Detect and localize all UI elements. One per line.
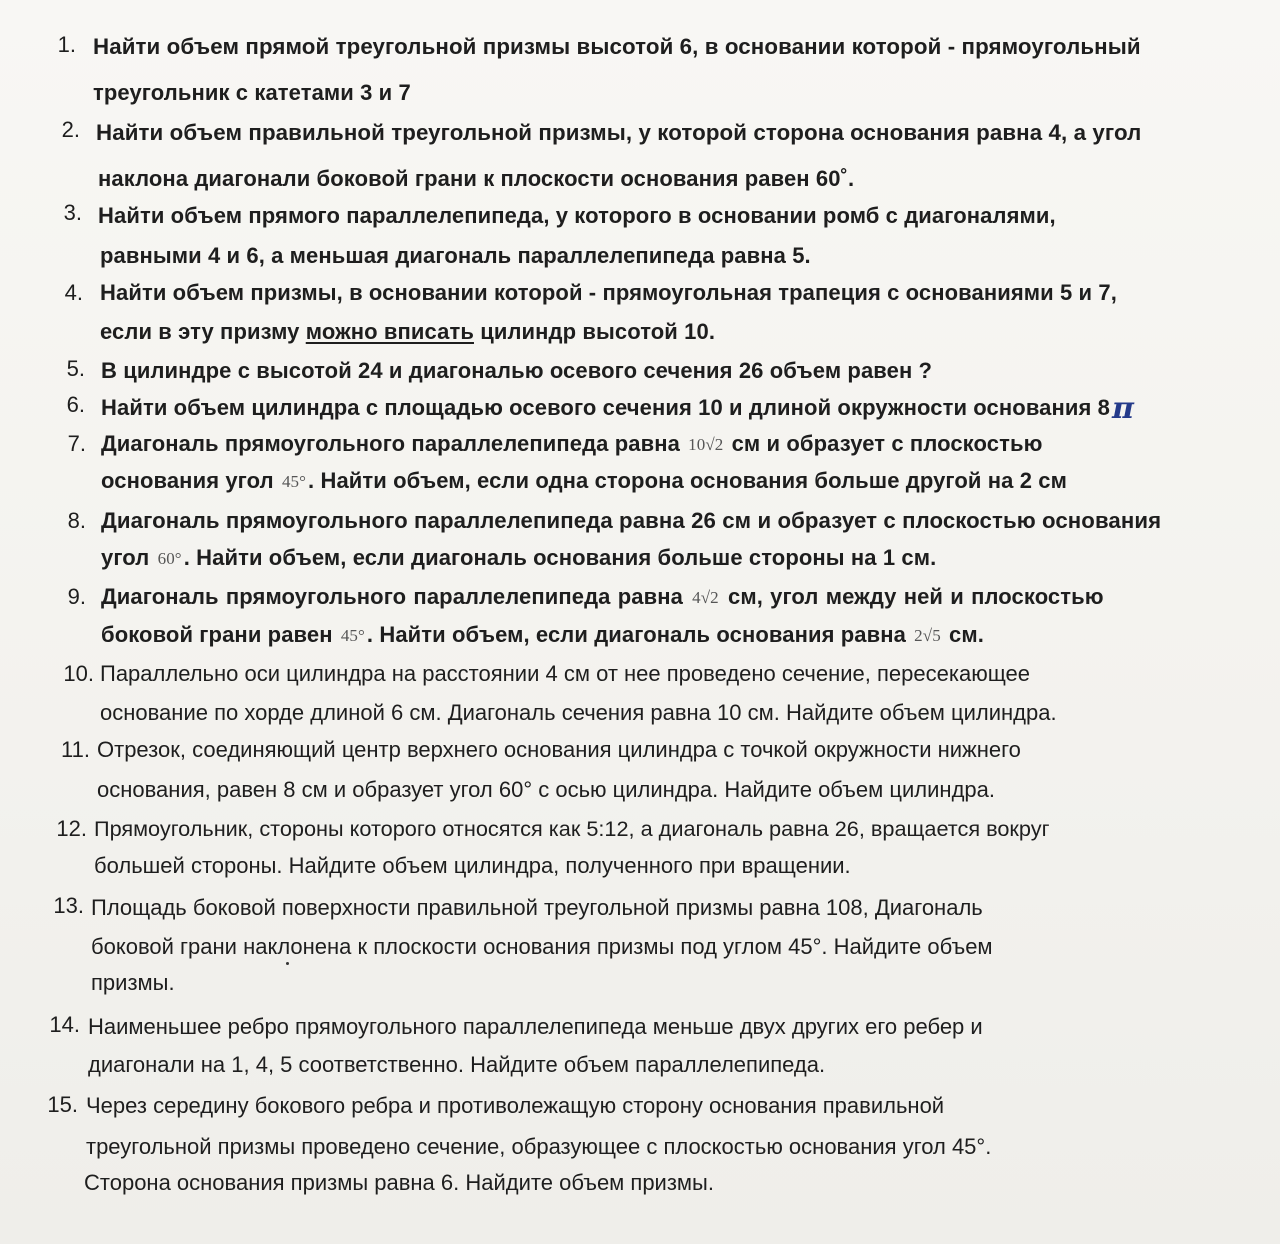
handwritten-pi: π [1111, 391, 1135, 426]
problem-text-line: треугольной призмы проведено сечение, образующее с плоскостью основания угол 45°. [86, 1134, 992, 1159]
problem-number: 10. [63, 661, 94, 686]
problem-number: 6. [66, 392, 85, 417]
problem-text-line [101, 539, 936, 578]
text-part: см и образует с плоскостью [725, 431, 1043, 456]
problem-number: 8. [67, 508, 86, 533]
problem-number: 14. [49, 1012, 80, 1037]
problem-text-line: боковой грани наклонена к плоскости основания призмы под углом 45°. Найдите объем [91, 934, 993, 959]
math-expression: 45° [340, 626, 365, 645]
text-part: основания угол [101, 468, 280, 493]
problem-text-line: Найти объем призмы, в основании которой - прямоугольная трапеция с основаниями 5 и 7, [100, 280, 1117, 305]
problem-text-line: равными 4 и 6, а меньшая диагональ параллелепипеда равна 5. [100, 243, 811, 268]
text-part: см, угол между ней и плоскостью [720, 584, 1104, 609]
problem-number: 15. [47, 1092, 78, 1117]
problem-number: 4. [64, 280, 83, 305]
text-part: Диагональ прямоугольного параллелепипеда равна [101, 431, 687, 456]
problem-number: 5. [66, 356, 85, 381]
text-part: . Найти объем, если диагональ основания равна [366, 622, 913, 647]
problem-text-line: треугольник с катетами 3 и 7 [93, 80, 411, 105]
problem-number: 7. [67, 431, 86, 456]
problem-text-line: Сторона основания призмы равна 6. Найдите объем призмы. [84, 1170, 714, 1195]
text-part: см. [942, 622, 984, 647]
stray-dot [286, 962, 289, 965]
problem-text-line: основания, равен 8 см и образует угол 60° с осью цилиндра. Найдите объем цилиндра. [97, 777, 995, 802]
problem-text-line: Диагональ прямоугольного параллелепипеда равна 26 см и образует с плоскостью основания [101, 508, 1162, 533]
problem-text-line: большей стороны. Найдите объем цилиндра, полученного при вращении. [94, 853, 851, 878]
problem-text-line: Найти объем прямой треугольной призмы высотой 6, в основании которой - прямоугольный [93, 34, 1141, 59]
text-part: если в эту призму [100, 319, 306, 344]
math-expression: 2√5 [914, 626, 941, 645]
problem-text-line [101, 578, 1104, 617]
problem-text-line [101, 616, 984, 655]
problem-text-line: диагонали на 1, 4, 5 соответственно. Найдите объем параллелепипеда. [88, 1052, 826, 1077]
problem-text-line: Параллельно оси цилиндра на расстоянии 4 см от нее проведено сечение, пересекающее [100, 661, 1031, 686]
math-expression: 60° [157, 549, 182, 568]
problem-text-line [100, 313, 715, 351]
problem-text-line: Через середину бокового ребра и противолежащую сторону основания правильной [86, 1093, 945, 1118]
problem-text-line: наклона диагонали боковой грани к плоскости основания равен 60˚. [98, 166, 855, 191]
problem-text-line: основание по хорде длиной 6 см. Диагональ сечения равна 10 см. Найдите объем цилиндра. [100, 700, 1057, 725]
problem-text-line: Отрезок, соединяющий центр верхнего основания цилиндра с точкой окружности нижнего [97, 737, 1021, 762]
math-expression: 45° [281, 472, 307, 491]
problem-text-line: призмы. [91, 970, 175, 995]
problem-number: 9. [67, 584, 86, 609]
text-part: Диагональ прямоугольного параллелепипеда равна [101, 584, 691, 609]
text-part: . Найти объем, если одна сторона основания больше другой на 2 см [308, 468, 1067, 493]
problem-text-line: В цилиндре с высотой 24 и диагональю осевого сечения 26 объем равен ? [101, 358, 933, 383]
text-part: угол [101, 545, 156, 570]
text-part: цилиндр высотой 10. [473, 319, 716, 344]
problem-number: 2. [61, 117, 80, 142]
text-part: . Найти объем, если диагональ основания больше стороны на 1 см. [183, 545, 937, 570]
underlined-text: можно вписать [305, 319, 474, 344]
problem-text-line: Прямоугольник, стороны которого относятся как 5:12, а диагональ равна 26, вращается вокруг [94, 816, 1050, 841]
problem-text-line: Найти объем правильной треугольной призмы, у которой сторона основания равна 4, а угол [96, 120, 1142, 145]
problem-text-line [101, 462, 1067, 501]
problem-text-line [101, 389, 1134, 428]
problem-number: 13. [53, 893, 84, 918]
problem-number: 11. [61, 737, 90, 762]
problem-number: 3. [63, 200, 82, 225]
problem-text-line: Найти объем прямого параллелепипеда, у которого в основании ромб с диагоналями, [98, 203, 1056, 228]
text-part: Найти объем цилиндра с площадью осевого сечения 10 и длиной окружности основания 8 [101, 395, 1110, 420]
math-expression: 10√2 [688, 435, 724, 454]
problem-text-line: Площадь боковой поверхности правильной треугольной призмы равна 108, Диагональ [91, 895, 983, 920]
problem-text-line [101, 425, 1042, 464]
problem-text-line: Наименьшее ребро прямоугольного параллелепипеда меньше двух других его ребер и [88, 1014, 983, 1039]
problem-number: 1. [57, 32, 76, 57]
problem-number: 12. [56, 816, 87, 841]
text-part: боковой грани равен [101, 622, 339, 647]
math-expression: 4√2 [692, 588, 719, 607]
